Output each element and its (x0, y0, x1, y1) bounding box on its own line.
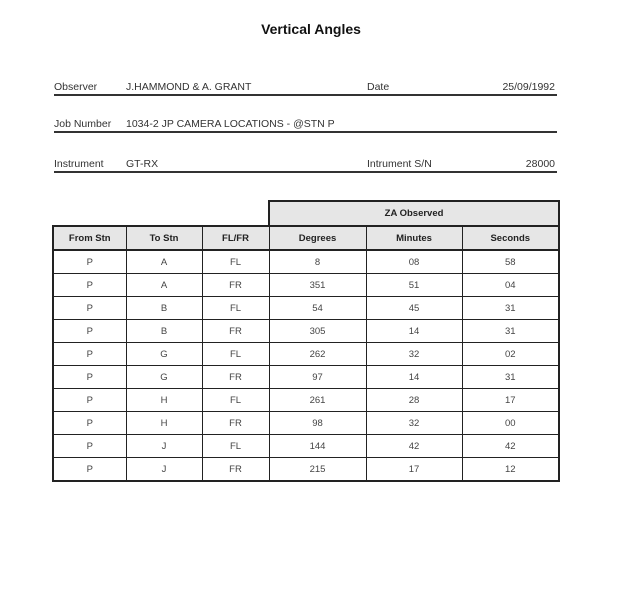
group-header-blank (53, 201, 269, 226)
cell-degrees: 144 (269, 435, 366, 458)
cell-fl-fr: FL (202, 435, 269, 458)
cell-from-stn: P (53, 297, 126, 320)
cell-fl-fr: FR (202, 274, 269, 297)
cell-fl-fr: FR (202, 412, 269, 435)
job-number-row (54, 115, 557, 133)
cell-degrees: 97 (269, 366, 366, 389)
cell-minutes: 51 (366, 274, 462, 297)
cell-degrees: 305 (269, 320, 366, 343)
cell-from-stn: P (53, 320, 126, 343)
instrument-value: GT-RX (126, 158, 159, 170)
cell-minutes: 17 (366, 458, 462, 482)
cell-to-stn: J (126, 458, 202, 482)
cell-from-stn: P (53, 366, 126, 389)
table-row (53, 274, 559, 297)
cell-minutes: 14 (366, 366, 462, 389)
table-row (53, 435, 559, 458)
cell-seconds: 02 (462, 343, 559, 366)
table-row (53, 366, 559, 389)
cell-to-stn: H (126, 389, 202, 412)
cell-minutes: 42 (366, 435, 462, 458)
date-label: Date (367, 81, 390, 93)
cell-to-stn: H (126, 412, 202, 435)
job-number-label: Job Number (54, 118, 112, 130)
page-title: Vertical Angles (261, 21, 361, 37)
cell-minutes: 14 (366, 320, 462, 343)
table-row (53, 412, 559, 435)
cell-from-stn: P (53, 435, 126, 458)
vertical-angles-table (52, 200, 560, 482)
serial-label: Intrument S/N (367, 158, 432, 170)
instrument-label: Instrument (54, 158, 104, 170)
column-header-seconds: Seconds (462, 226, 559, 250)
cell-minutes: 32 (366, 343, 462, 366)
serial-value: 28000 (525, 158, 555, 170)
cell-from-stn: P (53, 458, 126, 482)
cell-fl-fr: FR (202, 458, 269, 482)
cell-from-stn: P (53, 274, 126, 297)
cell-from-stn: P (53, 389, 126, 412)
column-header-to-stn: To Stn (126, 226, 202, 250)
observer-label: Observer (54, 81, 98, 93)
cell-minutes: 32 (366, 412, 462, 435)
column-header-minutes: Minutes (366, 226, 462, 250)
date-value: 25/09/1992 (502, 81, 555, 93)
job-number-value: 1034-2 JP CAMERA LOCATIONS - @STN P (126, 118, 335, 130)
cell-degrees: 215 (269, 458, 366, 482)
cell-from-stn: P (53, 343, 126, 366)
cell-seconds: 04 (462, 274, 559, 297)
column-header-degrees: Degrees (269, 226, 366, 250)
observer-value: J.HAMMOND & A. GRANT (126, 81, 252, 93)
cell-to-stn: G (126, 343, 202, 366)
cell-fl-fr: FL (202, 389, 269, 412)
cell-degrees: 261 (269, 389, 366, 412)
table-row (53, 250, 559, 274)
table-row (53, 320, 559, 343)
cell-fl-fr: FL (202, 297, 269, 320)
cell-to-stn: B (126, 320, 202, 343)
cell-from-stn: P (53, 250, 126, 274)
za-observed-header: ZA Observed (269, 201, 559, 226)
cell-fl-fr: FL (202, 343, 269, 366)
cell-degrees: 54 (269, 297, 366, 320)
cell-seconds: 00 (462, 412, 559, 435)
instrument-row (54, 155, 557, 173)
cell-to-stn: J (126, 435, 202, 458)
cell-seconds: 12 (462, 458, 559, 482)
cell-seconds: 31 (462, 297, 559, 320)
cell-seconds: 42 (462, 435, 559, 458)
table-row (53, 389, 559, 412)
cell-degrees: 8 (269, 250, 366, 274)
cell-to-stn: B (126, 297, 202, 320)
table-row (53, 297, 559, 320)
cell-minutes: 08 (366, 250, 462, 274)
cell-degrees: 351 (269, 274, 366, 297)
cell-seconds: 17 (462, 389, 559, 412)
cell-fl-fr: FR (202, 320, 269, 343)
column-header-from-stn: From Stn (53, 226, 126, 250)
cell-minutes: 28 (366, 389, 462, 412)
cell-to-stn: A (126, 274, 202, 297)
cell-to-stn: G (126, 366, 202, 389)
column-header-fl-fr: FL/FR (202, 226, 269, 250)
cell-minutes: 45 (366, 297, 462, 320)
cell-from-stn: P (53, 412, 126, 435)
observer-row (54, 78, 557, 96)
cell-to-stn: A (126, 250, 202, 274)
cell-fl-fr: FR (202, 366, 269, 389)
cell-degrees: 262 (269, 343, 366, 366)
cell-degrees: 98 (269, 412, 366, 435)
cell-fl-fr: FL (202, 250, 269, 274)
table-row (53, 458, 559, 482)
cell-seconds: 31 (462, 320, 559, 343)
table-row (53, 343, 559, 366)
cell-seconds: 58 (462, 250, 559, 274)
cell-seconds: 31 (462, 366, 559, 389)
